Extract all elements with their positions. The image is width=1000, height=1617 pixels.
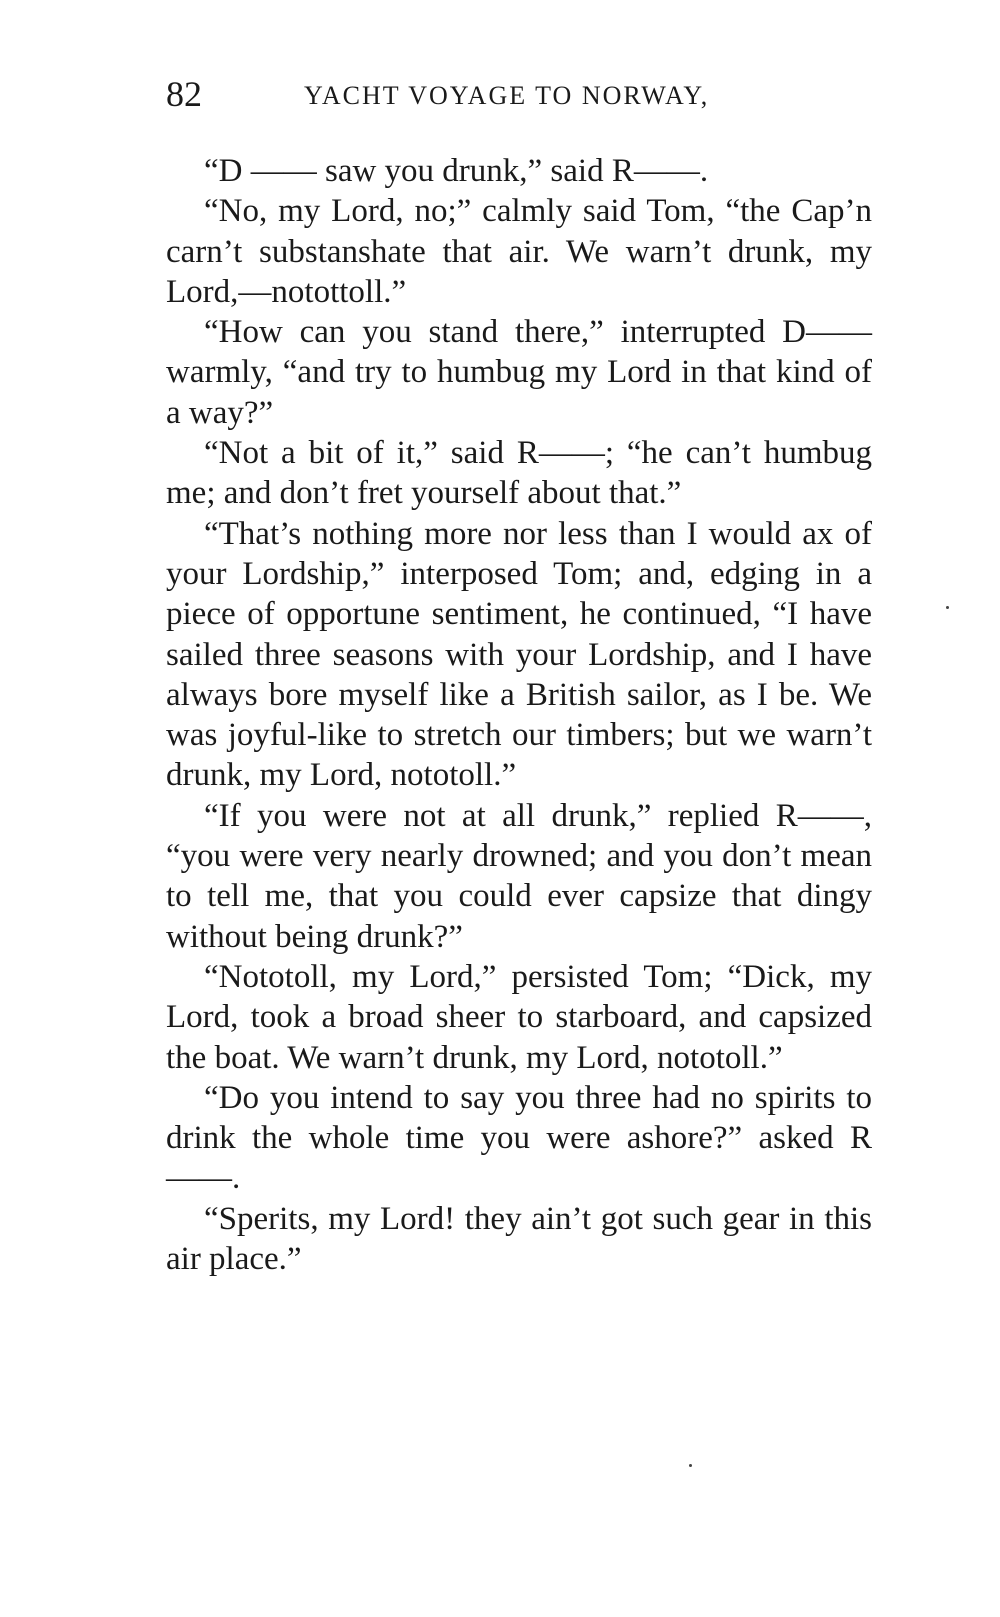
paragraph-9: “Sperits, my Lord! they ain’t got such gear in this air place.” <box>166 1200 872 1278</box>
running-head <box>166 70 872 118</box>
paragraph-3: “How can you stand there,” interrupted D—— warmly, “and try to humbug my Lord in that kind of a way?” <box>166 314 872 431</box>
ink-speck <box>946 606 949 609</box>
page-number: 82 <box>166 74 202 114</box>
body-text <box>166 151 872 1279</box>
ink-speck <box>689 1464 692 1467</box>
paragraph-8: “Do you intend to say you three had no spirits to drink the whole time you were ashore?” asked R——. <box>166 1079 872 1197</box>
paragraph-2: “No, my Lord, no;” calmly said Tom, “the Cap’n carn’t substanshate that air. We warn’t drunk, my Lord,—notottoll.” <box>166 193 872 310</box>
paragraph-6: “If you were not at all drunk,” replied R——, “you were very nearly drowned; and you don’t mean to tell me, that you could ever capsize that dingy without being drunk?” <box>166 797 872 955</box>
paragraph-5: “That’s nothing more nor less than I would ax of your Lordship,” interposed Tom; and, edging in a piece of opportune sentiment, he continued, “I have sailed three seasons with your Lordship, and I have always bore myself like a British sailor, as I be. We was joyful-like to stretch our timbers; but we warn’t drunk, my Lord, nototoll.” <box>166 515 872 794</box>
paragraph-7: “Nototoll, my Lord,” persisted Tom; “Dick, my Lord, took a broad sheer to starboard, and capsized the boat. We warn’t drunk, my Lord, nototoll.” <box>166 958 872 1076</box>
paragraph-4: “Not a bit of it,” said R——; “he can’t humbug me; and don’t fret yourself about that.” <box>166 435 872 512</box>
paragraph-1: “D —— saw you drunk,” said R——. <box>204 153 709 189</box>
running-title: YACHT VOYAGE TO NORWAY, <box>304 81 710 110</box>
